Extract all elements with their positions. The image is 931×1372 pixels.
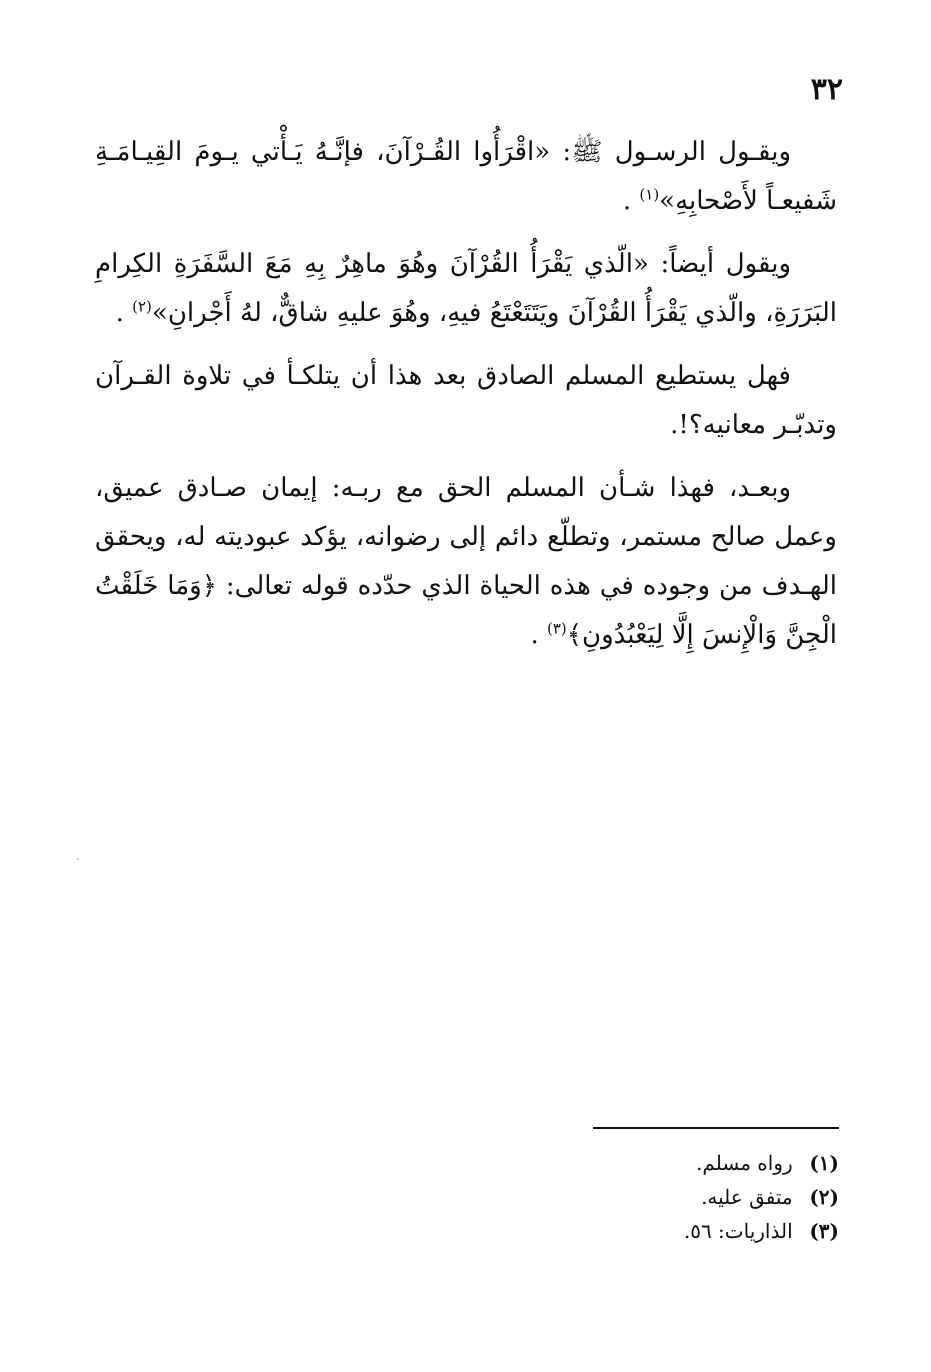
footnote-number: (٣) xyxy=(809,1219,839,1243)
footnote-1 xyxy=(439,1146,839,1180)
paragraph-text: ويقـول الرسـول ﷺ: «اقْرَأُوا القُـرْآنَ، فإنَّـهُ يَـأْتي يـومَ القِيـامَـةِ شَفيعـاً لأَصْحابِهِ» xyxy=(95,137,837,216)
footnote-text: الذاريات: ٥٦. xyxy=(683,1219,793,1243)
paragraph-question xyxy=(95,352,837,450)
paragraph-hadith-2 xyxy=(95,240,837,338)
footnote-text: رواه مسلم. xyxy=(696,1151,793,1175)
footnote-text: متفق عليه. xyxy=(701,1185,793,1209)
footnote-ref-3: (٣) xyxy=(546,619,567,638)
footnote-number: (٢) xyxy=(809,1185,839,1209)
scan-speck xyxy=(77,858,79,860)
paragraph-end: . xyxy=(530,620,539,650)
footnote-number: (١) xyxy=(809,1151,839,1175)
paragraph-end: . xyxy=(622,186,632,216)
main-text xyxy=(95,128,837,674)
paragraph-text: وبعـد، فهذا شـأن المسلم الحق مع ربـه: إيمان صـادق عميق، وعمل صالح مستمر، وتطلّع دائم إلى رضوانه، يؤكد عبوديته له، ويحقق الهـدف من وجوده في هذه الحياة الذي حدّده قوله تعالى: ﴿وَمَا خَلَقْتُ الْجِنَّ وَالْإِنسَ إِلَّا لِيَعْبُدُونِ﴾ xyxy=(95,473,837,650)
paragraph-hadith-1 xyxy=(95,128,837,226)
footnote-separator xyxy=(593,1127,839,1129)
footnote-ref-2: (٢) xyxy=(132,297,152,316)
paragraph-end: . xyxy=(115,298,124,328)
footnote-2 xyxy=(439,1180,839,1214)
paragraph-text: فهل يستطيع المسلم الصادق بعد هذا أن يتلكـأ في تلاوة القـرآن وتدبّـر معانيه؟!. xyxy=(95,361,837,440)
page-number: ٣٢ xyxy=(810,72,843,107)
paragraph-text: ويقول أيضاً: «الّذي يَقْرَأُ القُرْآنَ وهُوَ ماهِرٌ بِهِ مَعَ السَّفَرَةِ الكِرامِ البَرَرَةِ، والّذي يَقْرَأُ القُرْآنَ ويَتَتَعْتَعُ فيهِ، وهُوَ عليهِ شاقٌّ، لهُ أَجْرانِ» xyxy=(95,249,837,328)
paragraph-conclusion xyxy=(95,464,837,660)
footnotes xyxy=(439,1146,839,1248)
footnote-ref-1: (١) xyxy=(639,185,660,204)
footnote-3 xyxy=(439,1214,839,1248)
